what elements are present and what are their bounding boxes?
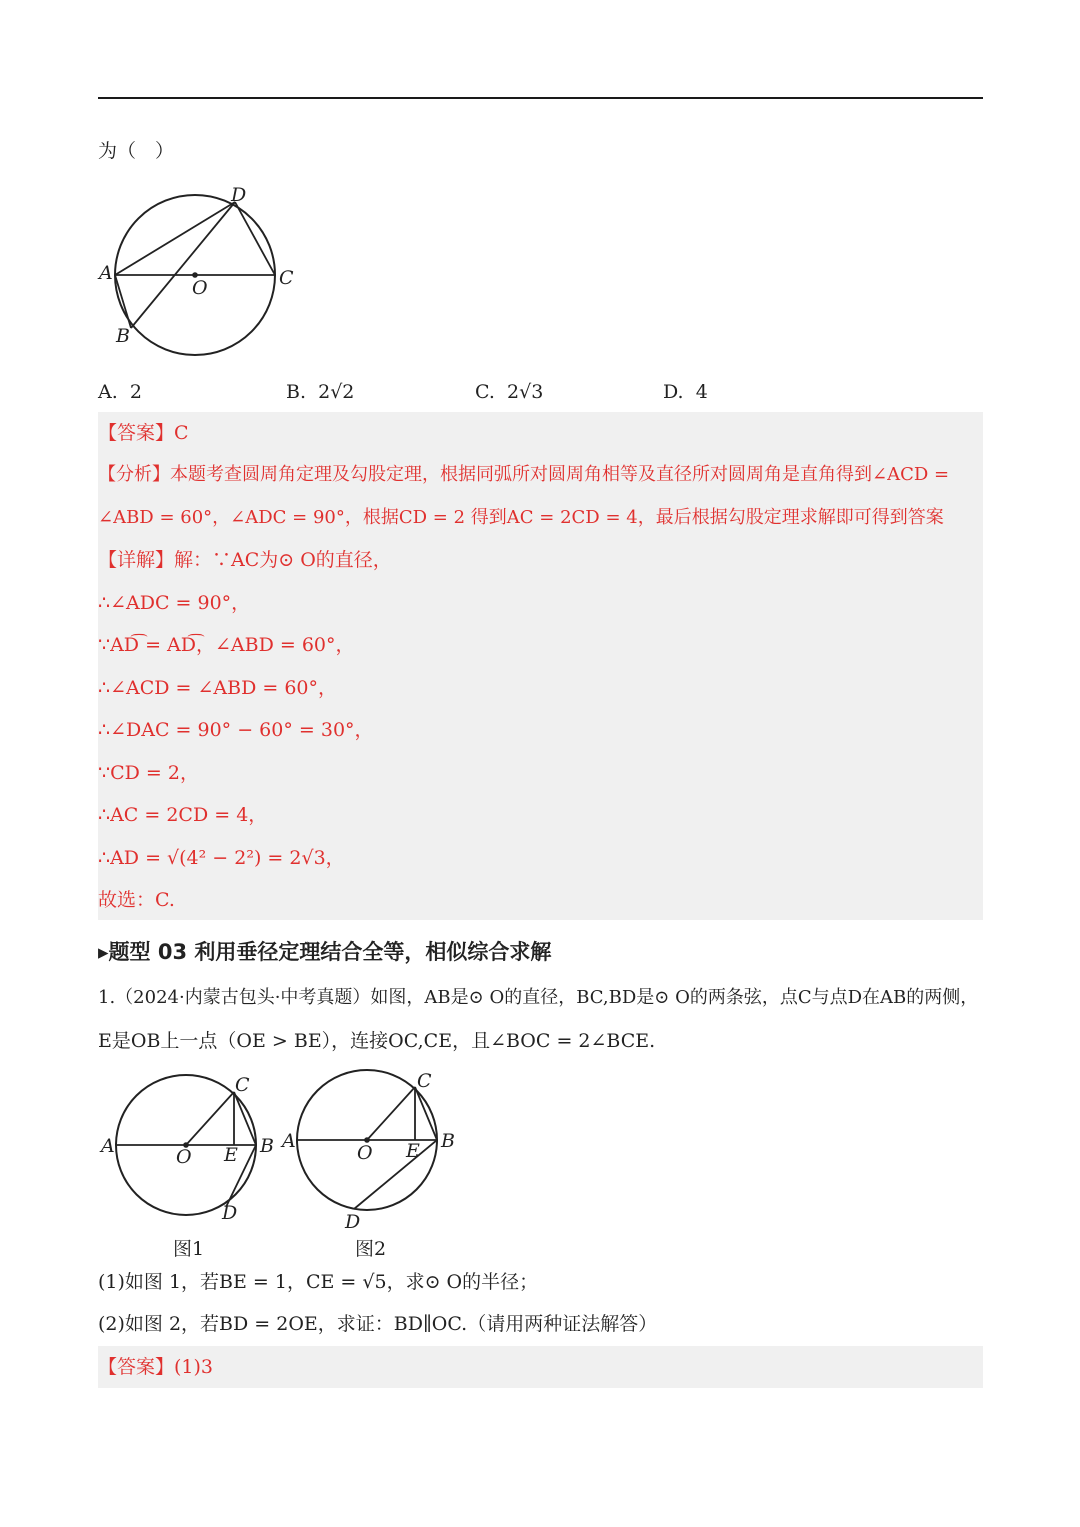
choice-c: C. 2√3 [475, 381, 544, 403]
analysis-line-1: 【分析】本题考查圆周角定理及勾股定理，根据同弧所对圆周角相等及直径所对圆周角是直角得到∠ACD = [98, 464, 950, 485]
label-a: A [99, 262, 113, 284]
answer-value: (1)3 [174, 1356, 214, 1378]
section-heading: ▸题型 03 利用垂径定理结合全等，相似综合求解 [98, 940, 552, 964]
step-line: ∵CD = 2， [98, 762, 199, 784]
figure-1-caption: 图1 [173, 1238, 205, 1260]
label-c: C [417, 1070, 432, 1092]
step-line: ∴∠ADC = 90°， [98, 592, 251, 614]
figure-2-caption: 图2 [355, 1238, 387, 1260]
label-c: C [235, 1074, 250, 1096]
chord-ab [115, 275, 131, 328]
answer-box-2 [98, 1346, 983, 1388]
part-1: (1)如图 1，若BE = 1，CE = √5，求⊙ O的半径； [98, 1271, 539, 1293]
label-o: O [192, 277, 208, 299]
answer-bracket: 【答案】 [98, 1356, 175, 1378]
detail-line-1: 【详解】解：∵AC为⊙ O的直径， [98, 549, 392, 571]
answer-line: 【答案】C [98, 422, 189, 444]
label-a: A [282, 1130, 296, 1152]
step-line: ∵AD͡ = AD͡，∠ABD = 60°， [98, 634, 355, 656]
segment-cb [415, 1087, 437, 1140]
label-d: D [231, 184, 247, 206]
chord-ad [115, 202, 235, 275]
label-c: C [279, 267, 294, 289]
figure-circle-acdb [96, 180, 306, 365]
segment-oc [367, 1087, 415, 1140]
step-line: ∴AD = √(4² − 2²) = 2√3， [98, 847, 345, 869]
chord-dc [235, 202, 275, 275]
label-d: D [222, 1202, 238, 1224]
figure-problem-2 [280, 1065, 465, 1230]
label-b: B [260, 1135, 274, 1157]
label-b: B [441, 1130, 455, 1152]
step-line: ∴∠DAC = 90° − 60° = 30°， [98, 719, 374, 741]
step-line: 故选：C. [98, 889, 175, 911]
step-line: ∴AC = 2CD = 4， [98, 804, 268, 826]
label-b: B [116, 325, 130, 347]
solution-box [98, 412, 983, 920]
label-o: O [176, 1146, 192, 1168]
label-e: E [406, 1140, 420, 1162]
choice-a: A. 2 [98, 381, 142, 403]
top-rule [98, 97, 983, 99]
answer-line-2 [98, 1354, 213, 1380]
segment-cb [234, 1092, 256, 1145]
choice-b: B. 2√2 [286, 381, 355, 403]
part-2: (2)如图 2，若BD = 2OE，求证：BD∥OC.（请用两种证法解答） [98, 1313, 658, 1335]
problem-line-2: E是OB上一点（OE > BE），连接OC,CE，且∠BOC = 2∠BCE. [98, 1030, 656, 1052]
step-line: ∴∠ACD = ∠ABD = 60°， [98, 677, 338, 699]
label-a: A [101, 1135, 115, 1157]
problem-line-1: 1.（2024·内蒙古包头·中考真题）如图，AB是⊙ O的直径，BC,BD是⊙ O的两条弦，点C与点D在AB的两侧， [98, 987, 979, 1008]
label-o: O [357, 1142, 373, 1164]
label-d: D [345, 1211, 361, 1230]
figure-problem-1 [98, 1070, 283, 1225]
choice-d: D. 4 [663, 381, 708, 403]
label-e: E [224, 1144, 238, 1166]
segment-oc [186, 1092, 234, 1145]
question-stem-tail: 为（ ） [98, 140, 175, 162]
chord-db [131, 202, 235, 328]
analysis-line-2: ∠ABD = 60°，∠ADC = 90°，根据CD = 2 得到AC = 2CD = 4，最后根据勾股定理求解即可得到答案 [98, 507, 944, 528]
